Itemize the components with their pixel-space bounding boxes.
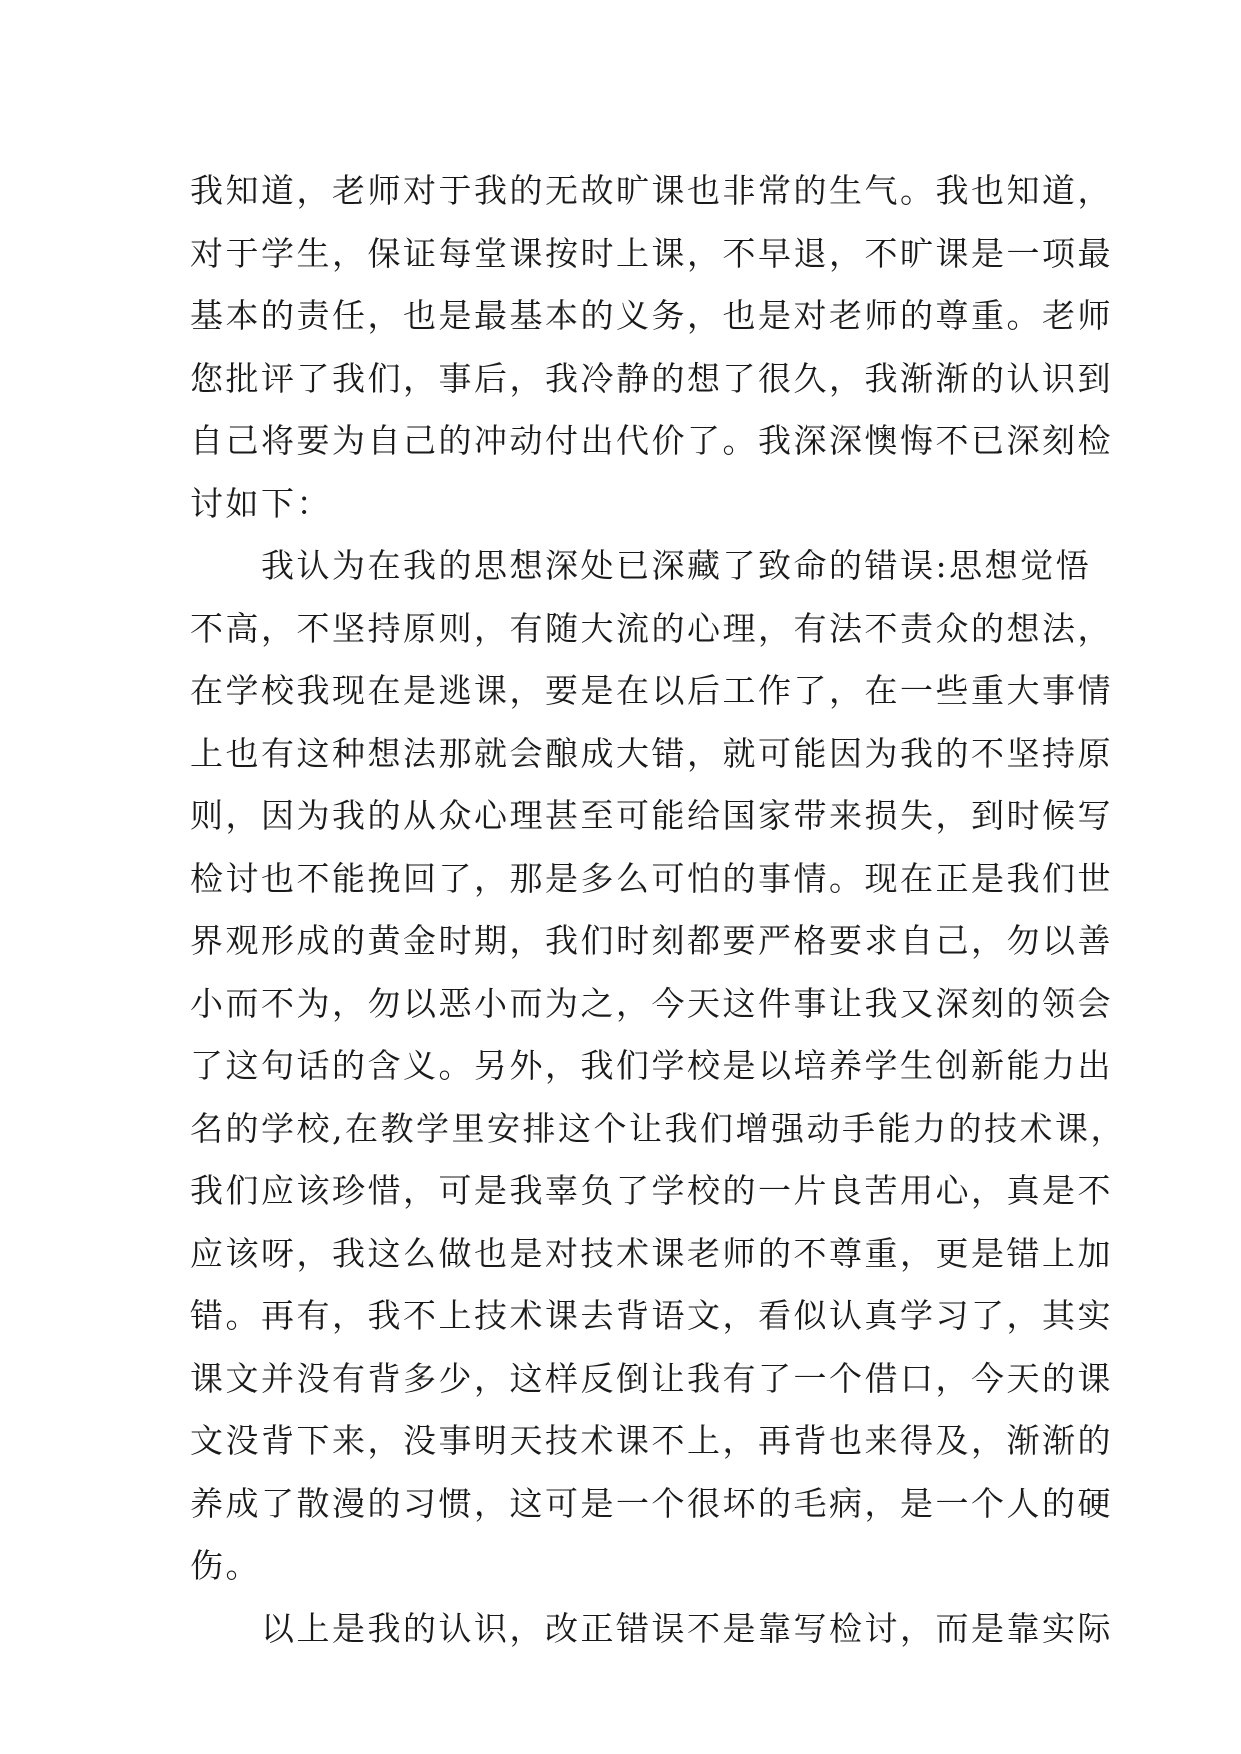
text-line: 伤。	[190, 1546, 261, 1585]
text-line: 则，因为我的从众心理甚至可能给国家带来损失，到时候写	[190, 796, 1113, 835]
text-line: 您批评了我们，事后，我冷静的想了很久，我渐渐的认识到	[190, 358, 1113, 398]
text-line: 基本的责任，也是最基本的义务，也是对老师的尊重。老师	[190, 296, 1113, 335]
text-line: 名的学校,在教学里安排这个让我们增强动手能力的技术课，	[190, 1108, 1126, 1148]
body-text	[190, 160, 1126, 1660]
text-line: 自己将要为自己的冲动付出代价了。我深深懊悔不已深刻检	[190, 421, 1113, 460]
text-line: 不高，不坚持原则，有随大流的心理，有法不责众的想法，	[190, 608, 1113, 648]
text-line: 上也有这种想法那就会酿成大错，就可能因为我的不坚持原	[190, 733, 1113, 773]
text-line: 了这句话的含义。另外，我们学校是以培养学生创新能力出	[190, 1046, 1113, 1085]
text-line: 对于学生，保证每堂课按时上课，不早退，不旷课是一项最	[190, 233, 1113, 273]
text-line: 小而不为，勿以恶小而为之，今天这件事让我又深刻的领会	[190, 983, 1113, 1023]
text-line: 讨如下：	[190, 483, 332, 523]
text-line: 在学校我现在是逃课，要是在以后工作了，在一些重大事情	[190, 671, 1113, 710]
text-line: 界观形成的黄金时期，我们时刻都要严格要求自己，勿以善	[190, 921, 1113, 960]
text-line: 检讨也不能挽回了，那是多么可怕的事情。现在正是我们世	[190, 858, 1113, 898]
text-line: 养成了散漫的习惯，这可是一个很坏的毛病，是一个人的硬	[190, 1483, 1113, 1523]
text-line: 我知道，老师对于我的无故旷课也非常的生气。我也知道，	[190, 171, 1113, 210]
text-line: 应该呀，我这么做也是对技术课老师的不尊重，更是错上加	[190, 1233, 1113, 1273]
text-line: 以上是我的认识，改正错误不是靠写检讨，而是靠实际	[190, 1608, 1113, 1648]
text-line: 课文并没有背多少，这样反倒让我有了一个借口，今天的课	[190, 1358, 1113, 1398]
text-line: 文没背下来，没事明天技术课不上，再背也来得及，渐渐的	[190, 1421, 1113, 1460]
text-line: 我们应该珍惜，可是我辜负了学校的一片良苦用心，真是不	[190, 1171, 1113, 1210]
text-line: 错。再有，我不上技术课去背语文，看似认真学习了，其实	[190, 1296, 1113, 1335]
text-line: 我认为在我的思想深处已深藏了致命的错误:思想觉悟	[190, 546, 1092, 585]
